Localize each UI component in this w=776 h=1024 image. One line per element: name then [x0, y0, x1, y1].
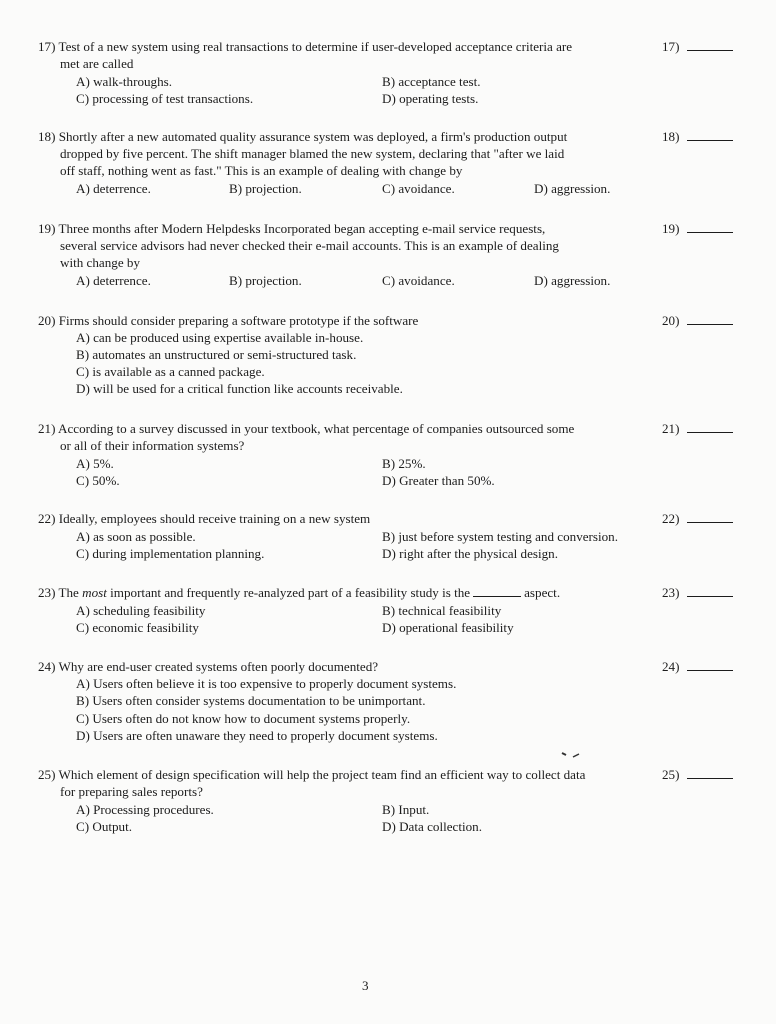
answer-option: B) technical feasibility — [382, 603, 502, 618]
answer-option: B) 25%. — [382, 456, 426, 471]
answer-option: C) economic feasibility — [76, 620, 199, 635]
answer-blank-21[interactable]: 21) — [662, 420, 733, 437]
answer-option: C) avoidance. — [382, 273, 455, 288]
answer-option: D) operating tests. — [382, 91, 479, 106]
answer-option: D) operational feasibility — [382, 620, 514, 635]
question-stem: 24) Why are end-user created systems often poorly documented? — [38, 659, 379, 674]
question-stem: with change by — [60, 255, 140, 270]
answer-option: B) acceptance test. — [382, 74, 481, 89]
question-stem: 23) The most important and frequently re-analyzed part of a feasibility study is the aspect. — [38, 585, 561, 600]
answer-option: D) Data collection. — [382, 819, 482, 834]
answer-option: A) deterrence. — [76, 181, 151, 196]
answer-option: A) as soon as possible. — [76, 529, 196, 544]
question-stem: 17) Test of a new system using real transactions to determine if user-developed acceptance criteria are — [38, 39, 573, 54]
answer-blank-19[interactable]: 19) — [662, 220, 733, 237]
question-stem: met are called — [60, 56, 134, 71]
answer-option: D) aggression. — [534, 181, 611, 196]
page-number: 3 — [362, 978, 369, 993]
answer-option: A) scheduling feasibility — [76, 603, 206, 618]
question-stem: or all of their information systems? — [60, 438, 245, 453]
answer-option: D) will be used for a critical function like accounts receivable. — [76, 381, 403, 396]
question-stem: 18) Shortly after a new automated quality assurance system was deployed, a firm's production output — [38, 129, 568, 144]
answer-blank-24[interactable]: 24) — [662, 658, 733, 675]
answer-option: C) Output. — [76, 819, 133, 834]
answer-option: B) projection. — [229, 273, 302, 288]
answer-blank-18[interactable]: 18) — [662, 128, 733, 145]
answer-option: C) 50%. — [76, 473, 120, 488]
answer-option: A) 5%. — [76, 456, 114, 471]
answer-option: B) Users often consider systems documentation to be unimportant. — [76, 693, 426, 708]
answer-option: D) aggression. — [534, 273, 611, 288]
question-stem: dropped by five percent. The shift manager blamed the new system, declaring that "after we laid — [60, 146, 565, 161]
answer-option: A) walk-throughs. — [76, 74, 173, 89]
question-stem: 21) According to a survey discussed in your textbook, what percentage of companies outsourced some — [38, 421, 575, 436]
answer-option: C) processing of test transactions. — [76, 91, 254, 106]
question-stem: 25) Which element of design specification will help the project team find an efficient way to collect data — [38, 767, 586, 782]
question-stem: 20) Firms should consider preparing a software prototype if the software — [38, 313, 419, 328]
question-stem: for preparing sales reports? — [60, 784, 203, 799]
pencil-mark — [560, 750, 582, 760]
answer-option: B) projection. — [229, 181, 302, 196]
answer-option: A) can be produced using expertise available in-house. — [76, 330, 364, 345]
answer-option: A) Users often believe it is too expensive to properly document systems. — [76, 676, 457, 691]
answer-option: A) Processing procedures. — [76, 802, 214, 817]
answer-option: B) Input. — [382, 802, 430, 817]
question-stem: off staff, nothing went as fast." This is an example of dealing with change by — [60, 163, 463, 178]
answer-option: D) Greater than 50%. — [382, 473, 495, 488]
answer-option: C) during implementation planning. — [76, 546, 265, 561]
question-stem: 22) Ideally, employees should receive training on a new system — [38, 511, 371, 526]
answer-option: B) just before system testing and conversion. — [382, 529, 619, 544]
answer-option: A) deterrence. — [76, 273, 151, 288]
answer-blank-22[interactable]: 22) — [662, 510, 733, 527]
inline-blank[interactable] — [473, 585, 521, 597]
answer-option: C) Users often do not know how to document systems properly. — [76, 711, 411, 726]
answer-blank-20[interactable]: 20) — [662, 312, 733, 329]
answer-blank-17[interactable]: 17) — [662, 38, 733, 55]
question-stem: 19) Three months after Modern Helpdesks Incorporated began accepting e-mail service requests, — [38, 221, 546, 236]
answer-option: B) automates an unstructured or semi-structured task. — [76, 347, 357, 362]
answer-option: C) avoidance. — [382, 181, 455, 196]
answer-option: D) Users are often unaware they need to properly document systems. — [76, 728, 438, 743]
question-stem: several service advisors had never checked their e-mail accounts. This is an example of dealing — [60, 238, 559, 253]
answer-option: C) is available as a canned package. — [76, 364, 265, 379]
answer-blank-23[interactable]: 23) — [662, 584, 733, 601]
answer-option: D) right after the physical design. — [382, 546, 558, 561]
answer-blank-25[interactable]: 25) — [662, 766, 733, 783]
